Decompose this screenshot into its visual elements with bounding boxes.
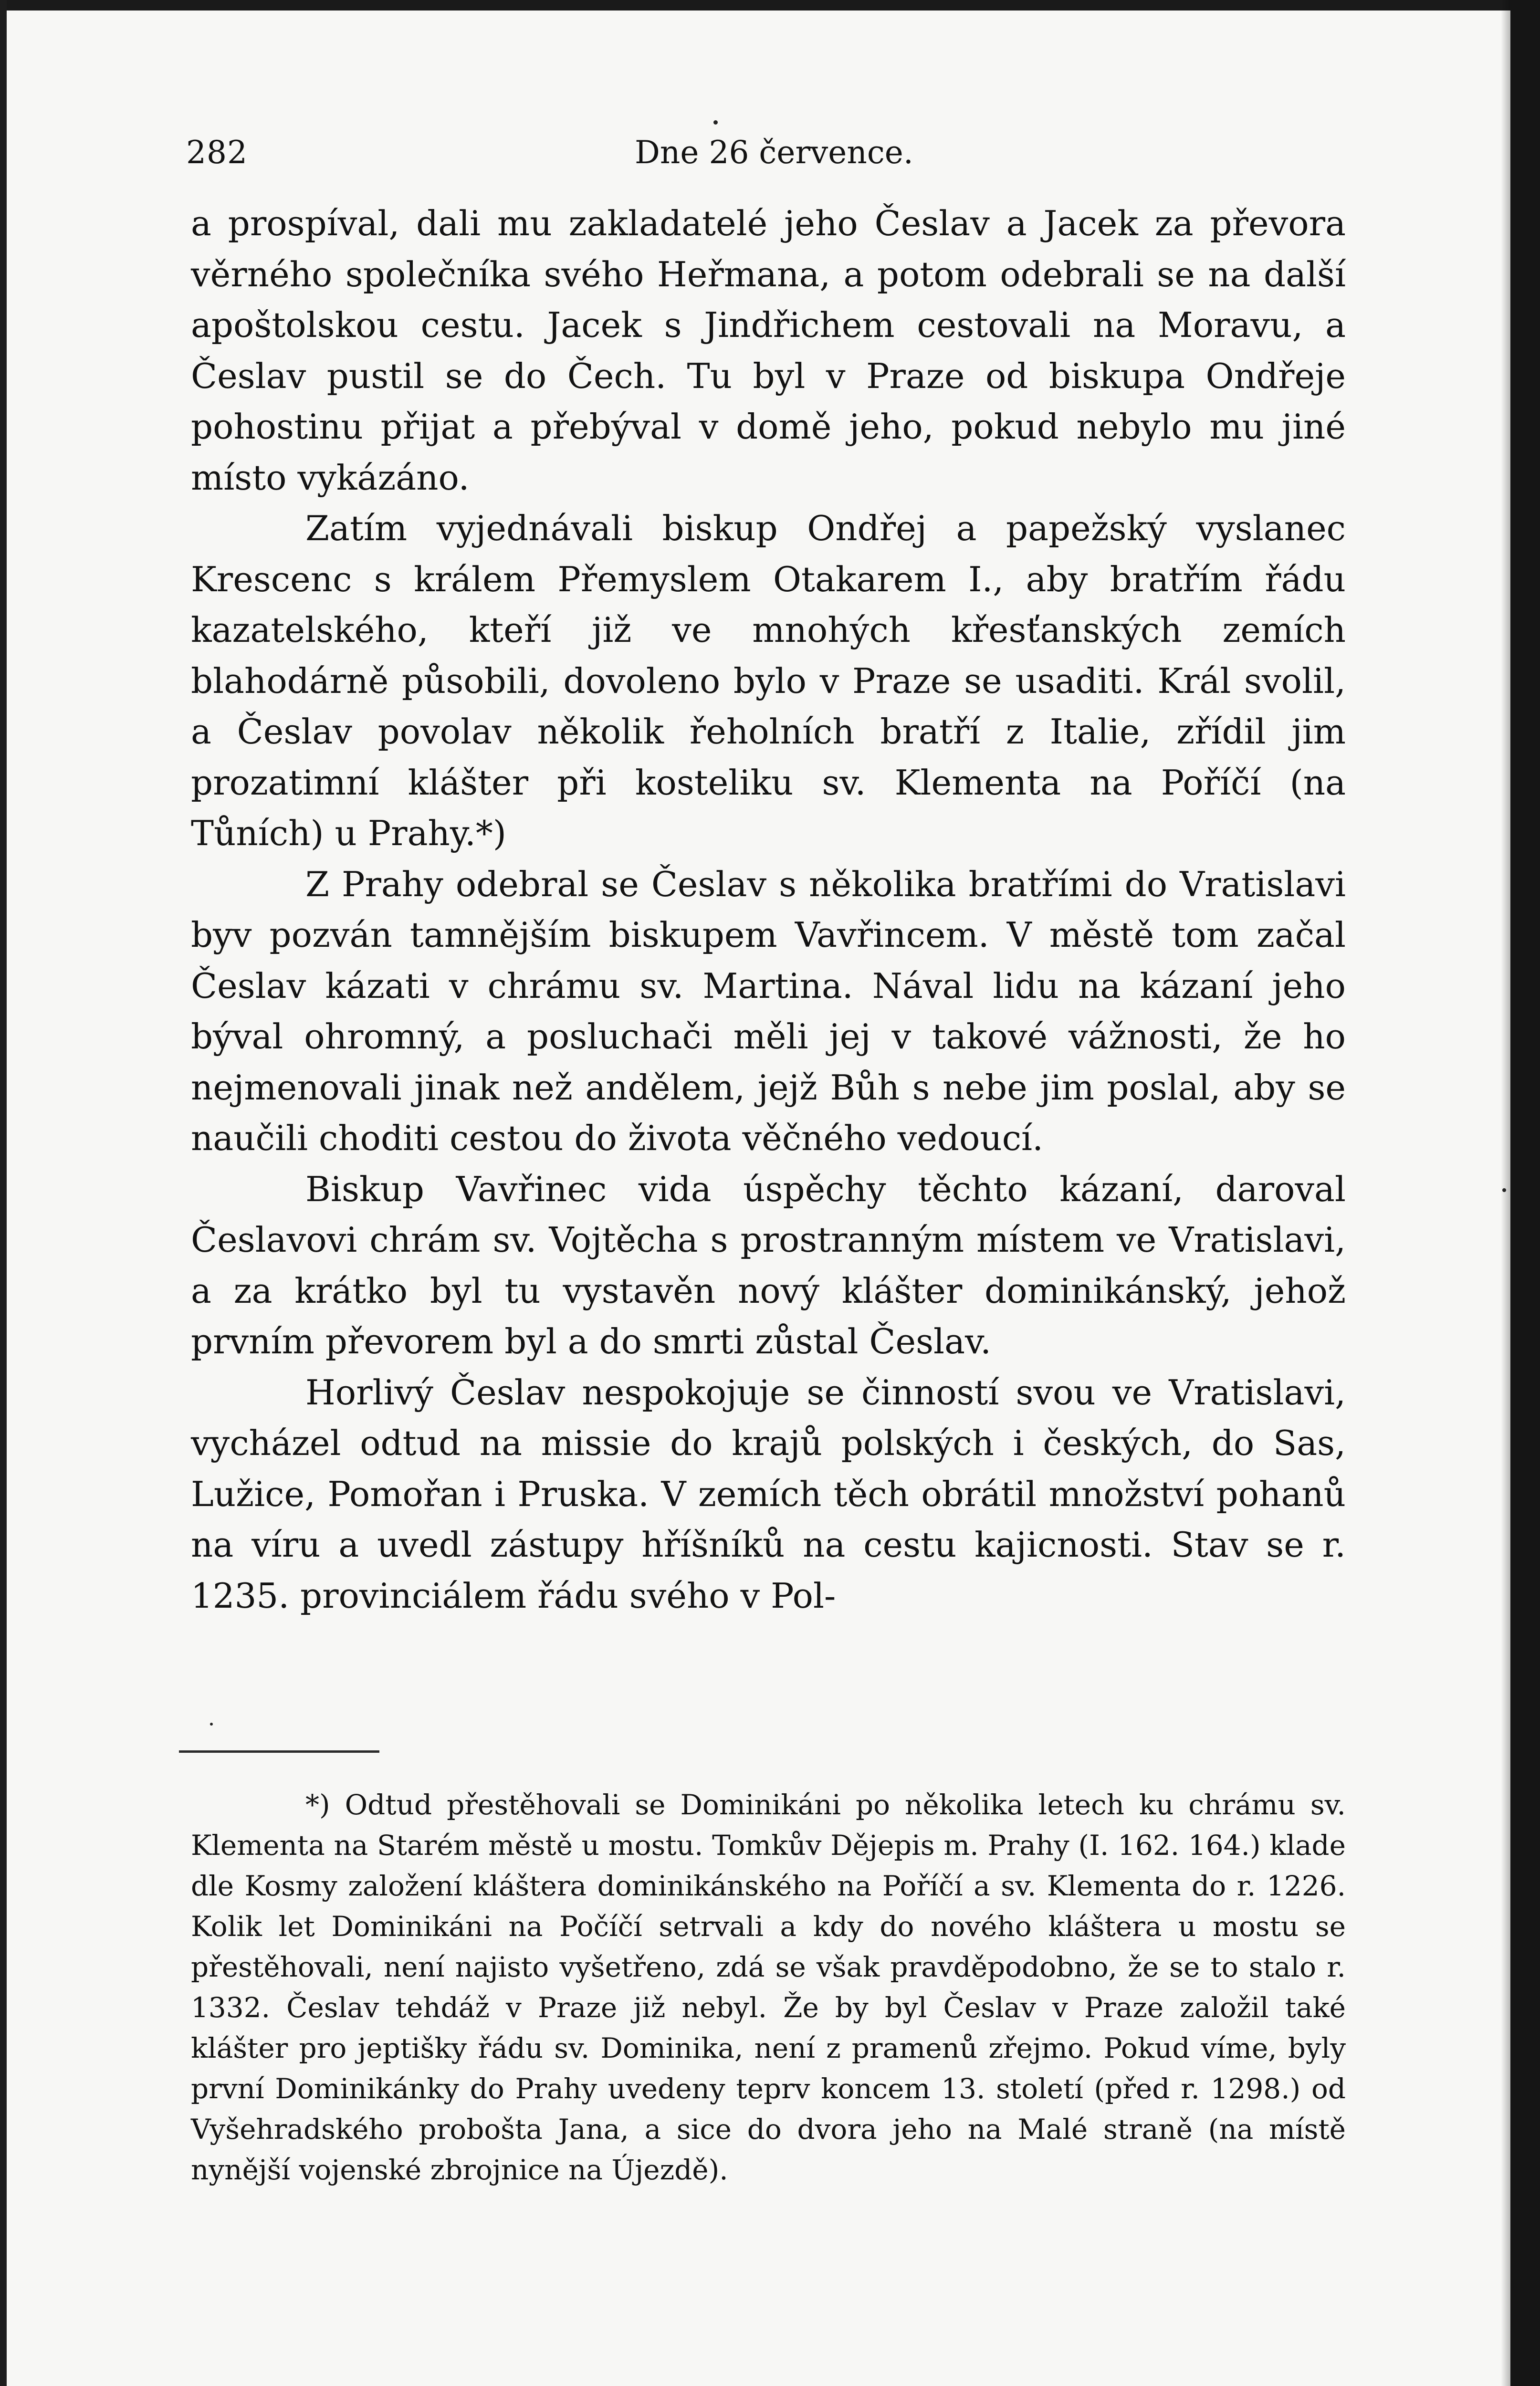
main-text [191, 198, 1346, 1621]
page-header [186, 129, 1379, 186]
footnote-separator [179, 1750, 379, 1753]
paragraph: Biskup Vavřinec vida úspěchy těchto kázaní, daroval Česlavovi chrám sv. Vojtěcha s prostranným místem ve Vratislavi, a za krátko byl tu vystavěn nový klášter dominikánský, jehož prvním převorem byl a do smrti zůstal Česlav. [191, 1169, 1346, 1361]
running-title: Dne 26 července. [635, 134, 913, 171]
scan-speck [210, 1723, 213, 1726]
paragraph: Horlivý Česlav nespokojuje se činností svou ve Vratislavi, vycházel odtud na missie do krajů polských i českých, do Sas, Lužice, Pomořan i Pruska. V zemích těch obrátil množství pohanů na víru a uvedl zástupy hříšníků na cestu kajicnosti. Stav se r. 1235. provinciálem řádu svého v Pol- [191, 1372, 1346, 1616]
footnote: *) Odtud přestěhovali se Dominikáni po několika letech ku chrámu sv. Klementa na Starém městě u mostu. Tomkův Dějepis m. Prahy (I. 162. 164.) klade dle Kosmy založení kláštera dominikánského na Poříčí a sv. Klementa do r. 1226. Kolik let Dominikáni na Počíčí setrvali a kdy do nového kláštera u mostu se přestěhovali, není najisto vyšetřeno, zdá se však pravděpodobno, že se to stalo r. 1332. Česlav tehdáž v Praze již nebyl. Že by byl Česlav v Praze založil také klášter pro jeptišky řádu sv. Dominika, není z pramenů zřejmo. Pokud víme, byly první Dominikánky do Prahy uvedeny teprv koncem 13. století (před r. 1298.) od Vyšehradského proboštа Jana, a sice do dvora jeho na Malé straně (na místě nynější vojenské zbrojnice na Újezdě). [191, 1789, 1346, 2186]
scan-speck [1502, 1188, 1506, 1192]
paragraph: a prospíval, dali mu zakladatelé jeho Česlav a Jacek za převora věrného společníka svého Heřmana, a potom odebrali se na další apoštolskou cestu. Jacek s Jindřichem cestovali na Moravu, a Česlav pustil se do Čech. Tu byl v Praze od biskupa Ondřeje pohostinu přijat a přebýval v domě jeho, pokud nebylo mu jiné místo vykázáno. [191, 203, 1346, 498]
scan-speck [713, 120, 718, 125]
scan-border-right [1510, 0, 1540, 2386]
page-number: 282 [186, 134, 248, 171]
paragraph: Z Prahy odebral se Česlav s několika bratřími do Vratislavi byv pozván tamnějším biskupem Vavřincem. V městě tom začal Česlav kázati v chrámu sv. Martina. Nával lidu na kázaní jeho býval ohromný, a posluchači měli jej v takové vážnosti, že ho nejmenovali jinak než andělem, jejž Bůh s nebe jim poslal, aby se naučili choditi cestou do života věčného vedoucí. [191, 864, 1346, 1158]
scan-border-left [0, 0, 7, 2386]
scan-edge-shade [1501, 0, 1510, 2386]
paragraph: Zatím vyjednávali biskup Ondřej a papežský vyslanec Krescenc s králem Přemyslem Otakarem I., aby bratřím řádu kazatelského, kteří již ve mnohých křesťanských zemích blahodárně působili, dovoleno bylo v Praze se usaditi. Král svolil, a Česlav povolav několik řeholních bratří z Italie, zřídil jim prozatimní klášter při kosteliku sv. Klementa na Poříčí (na Tůních) u Prahy.*) [191, 508, 1346, 853]
footnote-block [191, 1785, 1346, 2190]
scan-border-top [0, 0, 1540, 10]
